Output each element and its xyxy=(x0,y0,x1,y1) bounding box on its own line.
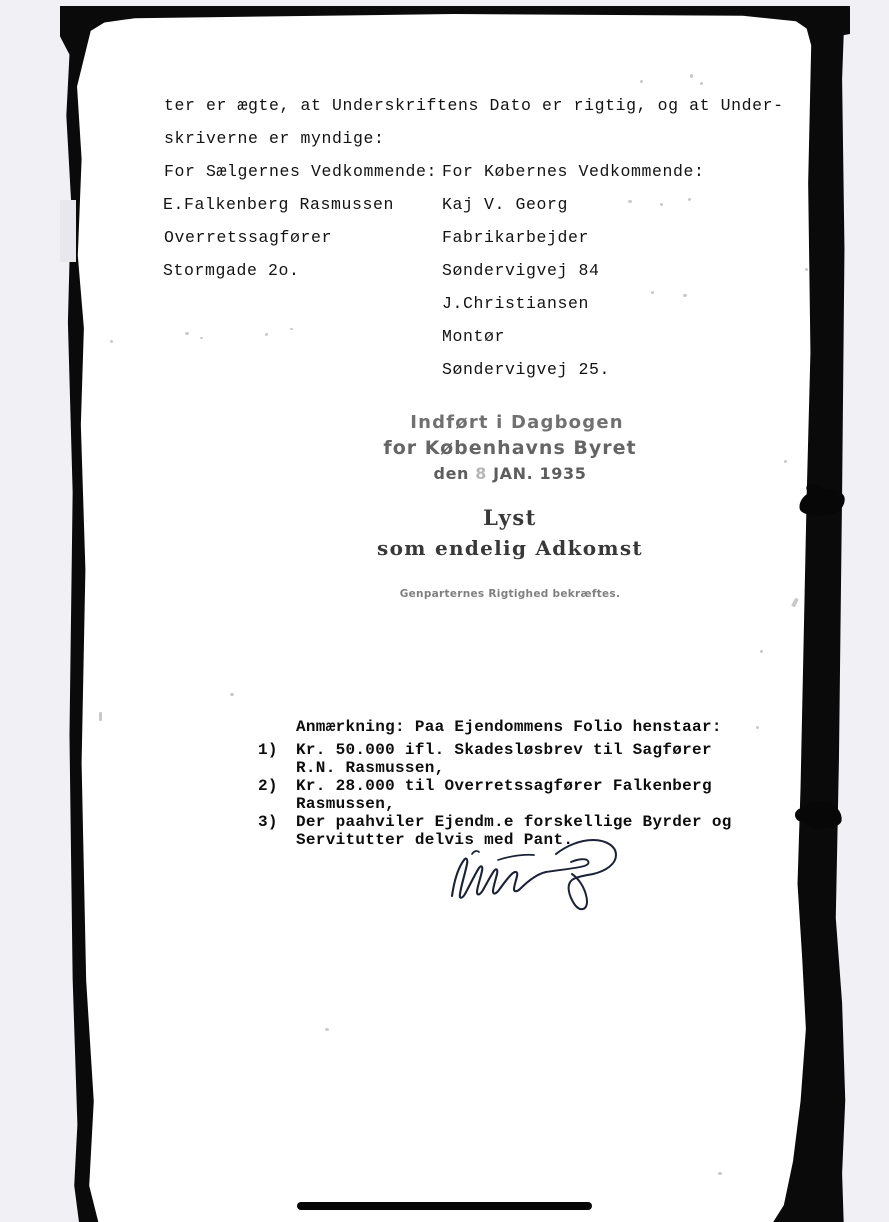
annotation-item-1-line-1: Kr. 50.000 ifl. Skadesløsbrev til Sagfører xyxy=(296,741,712,759)
annotation-item-2-line-1: Kr. 28.000 til Overretssagfører Falkenberg xyxy=(296,777,712,795)
seller-address-rest: tormgade 2o. xyxy=(173,261,300,280)
court-registration-stamp xyxy=(360,412,660,600)
annotation-item-2-number: 2) xyxy=(258,777,278,795)
annotation-heading: Anmærkning: Paa Ejendommens Folio henstaar: xyxy=(296,718,722,736)
stamp-line-byret: for Københavns Byret xyxy=(383,437,637,459)
seller-name-rest: .Falkenberg Rasmussen xyxy=(173,195,395,214)
body-line-2: skriverne er myndige: xyxy=(164,129,385,148)
stamp-lyst: Lyst xyxy=(483,505,537,530)
buyer-1-name: Kaj V. Georg xyxy=(442,195,569,214)
seller-address xyxy=(163,261,300,280)
signature xyxy=(438,830,638,915)
seller-name xyxy=(163,195,394,214)
annotation-item-3-line-2: Servitutter delvis med Pant. xyxy=(296,831,574,849)
stamp-endelig-adkomst: som endelig Adkomst xyxy=(377,536,643,560)
body-line-1: ter er ægte, at Underskriftens Dato er rigtig, og at Under- xyxy=(164,96,784,115)
bottom-redaction-bar xyxy=(297,1202,592,1210)
seller-name-clipped-initial: E xyxy=(163,195,174,214)
sellers-column-header: For Sælgernes Vedkommende: xyxy=(164,162,438,181)
stamp-line-date xyxy=(360,464,660,483)
stamp-line-indfoert: Indført i Dagbogen xyxy=(410,412,624,433)
buyer-1-address: Søndervigvej 84 xyxy=(442,261,600,280)
seller-address-clipped-initial: S xyxy=(163,261,174,280)
stamp-date-month-year: JAN. 1935 xyxy=(493,464,587,483)
buyer-2-title: Montør xyxy=(442,327,506,346)
buyer-2-name: J.Christiansen xyxy=(442,294,590,313)
annotation-item-3-number: 3) xyxy=(258,813,278,831)
stamp-date-day: 8 xyxy=(475,464,487,483)
annotation-item-1-line-2: R.N. Rasmussen, xyxy=(296,759,445,777)
stamp-fine-print: Genparternes Rigtighed bekræftes. xyxy=(399,588,621,600)
signature-strokes xyxy=(438,830,638,915)
buyer-1-title: Fabrikarbejder xyxy=(442,228,590,247)
buyer-2-address: Søndervigvej 25. xyxy=(442,360,611,379)
stamp-date-prefix: den xyxy=(433,464,470,483)
annotation-item-2-line-2: Rasmussen, xyxy=(296,795,396,813)
annotation-item-1-number: 1) xyxy=(258,741,278,759)
ink-blot-lower-speck xyxy=(795,808,811,822)
annotation-item-3-line-1: Der paahviler Ejendm.e forskellige Byrder og xyxy=(296,813,732,831)
seller-title: Overretssagfører xyxy=(164,228,333,247)
buyers-column-header: For Købernes Vedkommende: xyxy=(442,162,705,181)
